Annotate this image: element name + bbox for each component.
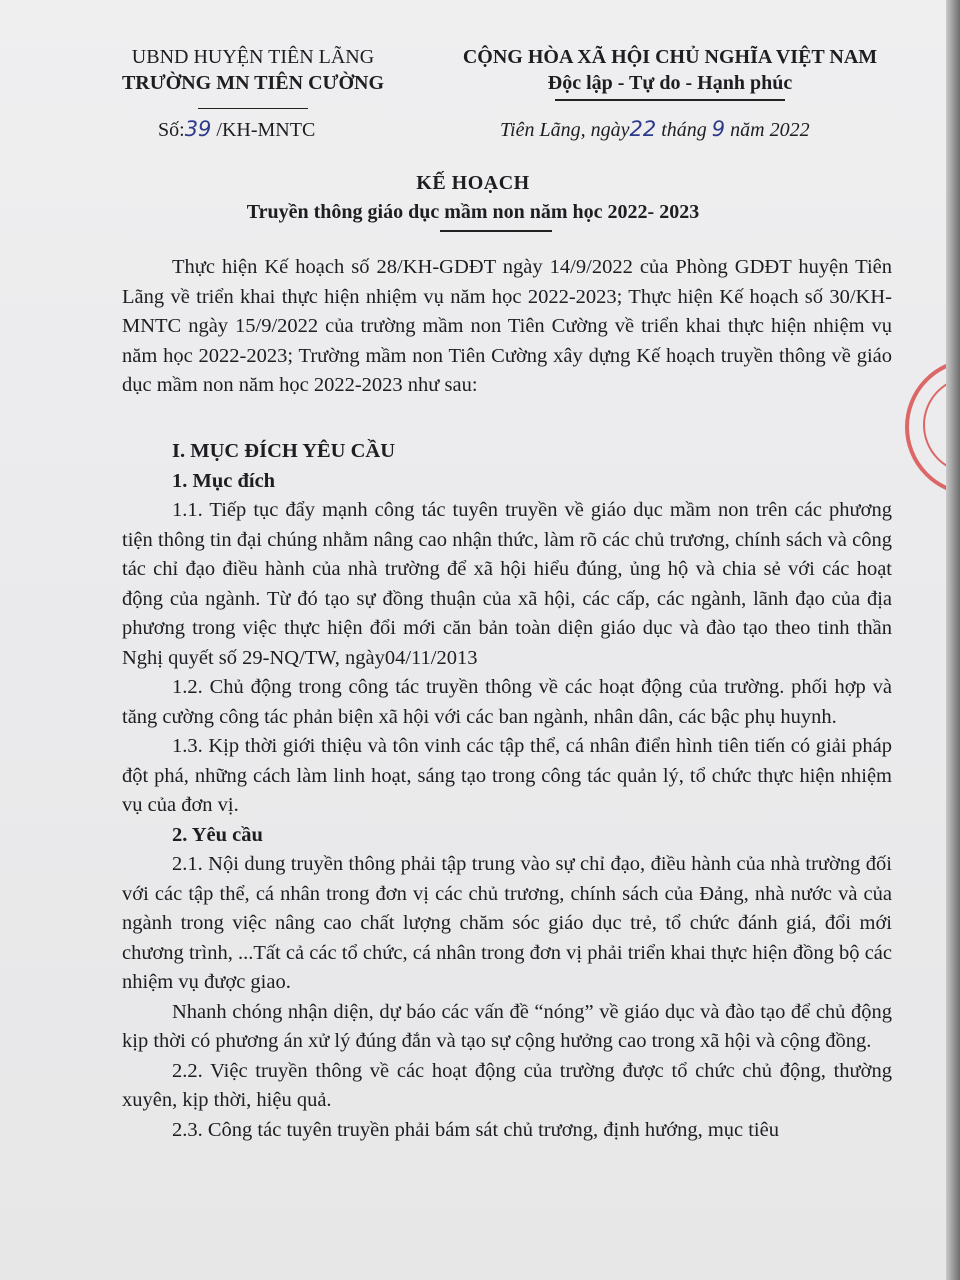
red-seal-stamp: [905, 358, 946, 496]
motto-underline: [555, 99, 785, 101]
paragraph-2-1b: Nhanh chóng nhận diện, dự báo các vấn đề “nóng” về giáo dục và đào tạo để chủ động kịp thời có phương án xử lý đúng đắn và tạo sự cộng hưởng cao trong xã hội và cộng đồng.: [122, 1000, 892, 1052]
document-number-prefix: Số:: [158, 119, 185, 141]
date-year: năm 2022: [730, 119, 810, 141]
paragraph-1-3: 1.3. Kịp thời giới thiệu và tôn vinh các tập thể, cá nhân điển hình tiên tiến có giải pháp đột phá, những cách làm linh hoạt, sáng tạo trong công tác quản lý, tổ chức thực hiện nhiệm vụ của đơn vị.: [122, 735, 892, 816]
issuer-school: TRƯỜNG MN TIÊN CƯỜNG: [121, 72, 385, 94]
document-date: [500, 117, 810, 142]
date-month-label: tháng: [661, 119, 707, 141]
issuer-header: [108, 44, 398, 114]
document-subtitle: Truyền thông giáo dục mầm non năm học 2022- 2023: [246, 201, 700, 223]
paragraph-2-3: 2.3. Công tác tuyên truyền phải bám sát chủ trương, định hướng, mục tiêu: [172, 1118, 779, 1141]
national-header: [430, 44, 910, 101]
paragraph-2-1: 2.1. Nội dung truyền thông phải tập trung vào sự chỉ đạo, điều hành của nhà trường đối với các tập thể, cá nhân trong đơn vị các chủ trương, chính sách của Đảng, nhà nước và của ngành trong việc nâng cao chất lượng chăm sóc giáo dục trẻ, tổ chức đánh giá, đổi mới chương trình, ...Tất cả các tổ chức, cá nhân trong đơn vị phải triển khai thực hiện đồng bộ các nhiệm vụ được giao.: [122, 853, 892, 993]
document-body: [122, 253, 892, 401]
national-motto: Độc lập - Tự do - Hạnh phúc: [547, 72, 793, 94]
subsection-heading-purpose: 1. Mục đích: [172, 469, 276, 492]
paragraph-1-2: 1.2. Chủ động trong công tác truyền thông về các hoạt động của trường. phối hợp và tăng cường công tác phản biện xã hội với các ban ngành, nhân dân, các bậc phụ huynh.: [122, 676, 892, 728]
subtitle-underline: [440, 230, 552, 232]
date-place: Tiên Lãng, ngày: [500, 119, 630, 141]
issuer-authority: UBND HUYỆN TIÊN LÃNG: [131, 46, 375, 68]
section-heading-1: I. MỤC ĐÍCH YÊU CẦU: [172, 440, 396, 462]
document-number: [158, 117, 315, 142]
date-day-handwritten: 22: [629, 117, 657, 141]
intro-paragraph: Thực hiện Kế hoạch số 28/KH-GDĐT ngày 14/9/2022 của Phòng GDĐT huyện Tiên Lãng về triển khai thực hiện nhiệm vụ năm học 2022-2023; Thực hiện Kế hoạch số 30/KH-MNTC ngày 15/9/2022 của trường mầm non Tiên Cường về triển khai thực hiện nhiệm vụ năm học 2022-2023; Trường mầm non Tiên Cường xây dựng Kế hoạch truyền thông về giáo dục mầm non năm học 2022-2023 như sau:: [122, 256, 892, 396]
subsection-heading-requirements: 2. Yêu cầu: [172, 823, 263, 846]
paragraph-1-1: 1.1. Tiếp tục đẩy mạnh công tác tuyên truyền về giáo dục mầm non trên các phương tiện thông tin đại chúng nhằm nâng cao nhận thức, làm rõ các chủ trương, chính sách và công tác chỉ đạo điều hành của nhà trường để xã hội hiểu đúng, ủng hộ và chia sẻ với các hoạt động của ngành. Từ đó tạo sự đồng thuận của xã hội, các cấp, các ngành, lãnh đạo của địa phương trong việc thực hiện đổi mới căn bản toàn diện giáo dục và đào tạo theo tinh thần Nghị quyết số 29-NQ/TW, ngày04/11/2013: [122, 499, 892, 669]
national-title: CỘNG HÒA XÃ HỘI CHỦ NGHĨA VIỆT NAM: [462, 46, 878, 68]
paragraph-2-2: 2.2. Việc truyền thông về các hoạt động của trường được tổ chức chủ động, thường xuyên, kịp thời, hiệu quả.: [122, 1059, 892, 1111]
document-body-sections: [122, 437, 892, 1145]
date-month-handwritten: 9: [711, 117, 726, 141]
document-title: KẾ HOẠCH: [416, 172, 530, 194]
red-seal-inner-ring: [923, 376, 946, 474]
document-number-suffix: /KH-MNTC: [216, 119, 316, 141]
issuer-underline: [198, 108, 308, 110]
binding-edge: [946, 0, 960, 1280]
document-number-handwritten: 39: [184, 117, 212, 141]
